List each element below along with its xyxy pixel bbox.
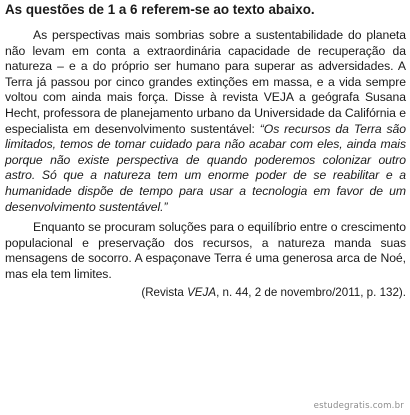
citation-magazine: VEJA bbox=[187, 285, 217, 299]
citation-details: , n. 44, 2 de novembro/2011, p. 132). bbox=[216, 285, 406, 299]
citation-open: (Revista bbox=[141, 285, 188, 299]
paragraph-1-text: As perspectivas mais sombrias sobre a sustentabilidade do planeta não levam em conta a extraordinária capacidade de recuperação da natureza – e a do próprio ser humano para superar as adversidades. A Terra já passou por cinco grandes extinções em massa, e a vida sempre voltou com ainda mais força. Disse à revista VEJA a geógrafa Susana Hecht, professora de planejamento urbano da Universidade da Califórnia e especialista em desenvolvimento sustentável: bbox=[5, 28, 406, 136]
source-citation bbox=[5, 285, 406, 300]
questions-heading: As questões de 1 a 6 referem-se ao texto abaixo. bbox=[5, 2, 315, 17]
site-watermark: estudegratis.com.br bbox=[313, 401, 404, 411]
text-document bbox=[5, 1, 406, 300]
paragraph-1 bbox=[5, 28, 406, 215]
quotation: “Os recursos da Terra são limitados, temos de tomar cuidado para não acabar com eles, ainda mais porque não existe perspectiva de quando poderemos colonizar outro astro. Só que a natureza tem um enorme poder de se reabilitar e a humanidade dispõe de tempo para usar a tecnologia em favor de um desenvolvimento sustentável.” bbox=[5, 121, 406, 214]
paragraph-2: Enquanto se procuram soluções para o equilíbrio entre o crescimento populacional e preservação dos recursos, a natureza manda suas mensagens de socorro. A espaçonave Terra é uma generosa arca de Noé, mas ela tem limites. bbox=[5, 220, 406, 281]
